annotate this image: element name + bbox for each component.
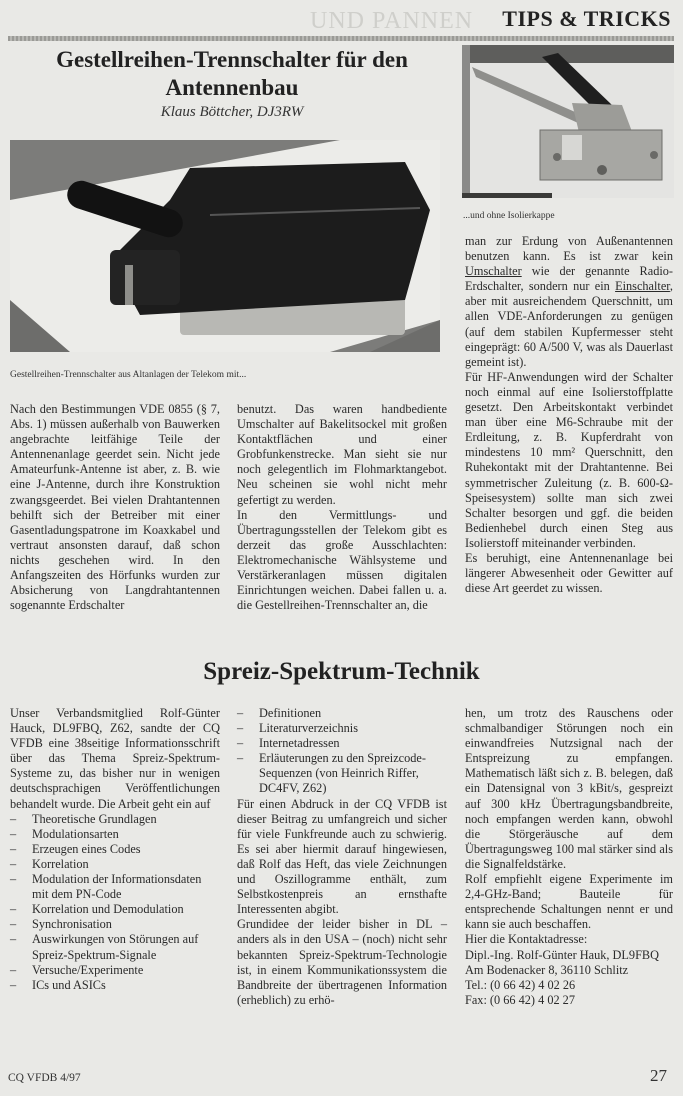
- list-item: [237, 751, 447, 796]
- underlined-term: Einschalter: [615, 279, 670, 294]
- text: , aber mit ausreichendem Querschnitt, um allen VDE-Anforderungen zu genügen (auf dem stabilen Kupfermesser steht eingeprägt: 60 A/500 V, was als Dauerlast gemeint ist).: [465, 279, 673, 369]
- photo-main-caption: Gestellreihen-Trennschalter aus Altanlagen der Telekom mit...: [10, 370, 247, 380]
- paragraph: hen, um trotz des Rauschens oder schmalbandiger Störungen noch ein einwandfreies Nutzsignal nach der Entspreizung zu empfangen. Mathematisch läßt sich z. B. belegen, daß ein Datensignal von 3 kBit/s, gespreizt auf 300 kHz Übertragungsbandbreite, noch empfangen werden kann, obwohl die Störgeräusche auf dem Übertragungsweg 100 mal stärker sind als die Signalfeldstärke.: [465, 706, 673, 871]
- section-header: TIPS & TRICKS: [502, 6, 671, 31]
- bleed-through-heading: UND PANNEN: [310, 8, 474, 34]
- paragraph: Rolf empfiehlt eigene Experimente im 2,4-GHz-Band; Bauteile für entsprechende Schaltungen nennt er und kann sie auch beschaffen.: [465, 872, 673, 932]
- list-item-text: Literaturverzeichnis: [259, 721, 359, 736]
- article-title-line2: Antennenbau: [165, 75, 299, 100]
- topic-list-continued: [237, 706, 447, 797]
- list-item-text: Erläuterungen zu den Spreizcode-Sequenzen (von Heinrich Riffer, DC4FV, Z62): [259, 751, 426, 796]
- list-dash: –: [10, 977, 17, 992]
- list-dash: –: [10, 902, 17, 917]
- switch-illustration: [462, 45, 674, 198]
- contact-tel: Tel.: (0 66 42) 4 02 26: [465, 977, 576, 992]
- underlined-term: Umschalter: [465, 264, 522, 279]
- paragraph: Es beruhigt, eine Antennenanlage bei längerer Abwesenheit oder Gewitter auf diese Art geerdet zu wissen.: [465, 550, 673, 596]
- list-item: [237, 706, 447, 721]
- list-item: [10, 917, 220, 932]
- list-item: [10, 872, 220, 902]
- list-item-text: Internetadressen: [259, 736, 340, 751]
- list-dash: –: [10, 917, 17, 932]
- list-item-text: Erzeugen eines Codes: [32, 841, 141, 856]
- list-dash: –: [10, 962, 17, 977]
- list-item-text: Korrelation: [32, 856, 89, 871]
- list-dash: –: [10, 811, 17, 826]
- list-dash: –: [237, 736, 244, 751]
- switch-cap-illustration: [10, 140, 440, 352]
- article2-title: Spreiz-Spektrum-Technik: [203, 658, 480, 685]
- list-item-text: Modulationsarten: [32, 826, 119, 841]
- list-dash: –: [10, 841, 17, 856]
- list-item-text: Modulation der Informationsdaten mit dem PN-Code: [32, 872, 202, 902]
- list-item: [10, 842, 220, 857]
- list-item: [10, 812, 220, 827]
- list-dash: –: [237, 706, 244, 720]
- paragraph: Für HF-Anwendungen wird der Schalter noch einmal auf eine Isolierstoffplatte gesetzt. Den Arbeitskontakt verbindet man über eine M6-Schraube mit der Erdleitung, z. B. Kupferdraht von mindestens 10 mm² Querschnitt, den Ruhekontakt mit der Drahtantenne. Bei symmetrischer Zuleitung (z. B. 600-Ω-Speisesystem) sollte man sich zwei Schalter besorgen und ggf. die beiden Bedienhebel durch einen Steg aus Isolierstoff miteinander verbinden.: [465, 369, 673, 550]
- article2-column3: [465, 706, 673, 1008]
- list-item: [10, 857, 220, 872]
- list-item-text: ICs und ASICs: [32, 977, 106, 992]
- article2-column1: [10, 706, 220, 993]
- list-item: [10, 932, 220, 962]
- list-dash: –: [10, 932, 17, 947]
- list-item: [10, 902, 220, 917]
- list-dash: –: [10, 856, 17, 871]
- article2-column2: [237, 706, 447, 1008]
- list-item-text: Versuche/Experimente: [32, 962, 144, 977]
- text: man zur Erdung von Außenantennen benutzen kann. Es ist zwar kein: [465, 234, 673, 264]
- article1-column1: [10, 402, 220, 613]
- page-number: 27: [650, 1066, 667, 1085]
- article-author: Klaus Böttcher, DJ3RW: [160, 104, 304, 120]
- list-item-text: Synchronisation: [32, 917, 112, 932]
- header-rule: [8, 36, 674, 41]
- list-item-text: Korrelation und Demodulation: [32, 902, 184, 917]
- paragraph: Für einen Abdruck in der CQ VFDB ist dieser Beitrag zu umfangreich und sicher für viele Funkfreunde auch zu schwierig. Es sei aber hiermit darauf hingewiesen, daß Rolf das Heft, das viele Zeichnungen und Oszillogramme enthält, zum Selbstkostenpreis an ernsthafte Interessenten abgibt.: [237, 796, 447, 917]
- list-dash: –: [237, 721, 244, 736]
- paragraph: Nach den Bestimmungen VDE 0855 (§ 7, Abs. 1) müssen außerhalb von Bauwerken angebrachte leitfähige Teile der Antennenanlage geerdet sein. Nicht jede Amateurfunk-Antenne ist aber, z. B. wie eine J-Antenne, durch ihre Konstruktion zwangsgeerdet. Bei vielen Drahtantennen behilft sich der Betreiber mit einer Gasentladungspatrone im Koaxkabel und vertraut ansonsten darauf, daß schon nichts geschehen wird. In den Anfangszeiten des Hörfunks wurden zur Absicherung von Langdrahtantennen sogenannte Erdschalter: [10, 402, 220, 613]
- list-item-text: Definitionen: [259, 706, 322, 720]
- article1-column3: [465, 234, 673, 596]
- contact-fax: Fax: (0 66 42) 4 02 27: [465, 992, 575, 1007]
- photo-switch-with-cap: [10, 140, 440, 352]
- paragraph: In den Vermittlungs- und Übertragungsstellen der Telekom gibt es derzeit das große Ausschlachten: Elektromechanische Wählsysteme und Verstärkeranlagen müssen digitalen Einrichtungen weichen. Dabei fallen u. a. die Gestellreihen-Trennschalter an, die: [237, 507, 447, 613]
- list-item: [10, 963, 220, 978]
- list-dash: –: [10, 872, 17, 887]
- article-title: [8, 46, 456, 102]
- article1-column2: [237, 402, 447, 613]
- topic-list: [10, 812, 220, 993]
- list-item: [237, 721, 447, 736]
- list-item: [237, 736, 447, 751]
- list-item: [10, 827, 220, 842]
- list-dash: –: [10, 826, 17, 841]
- paragraph: [465, 234, 673, 370]
- photo-side-caption: ...und ohne Isolierkappe: [463, 211, 555, 221]
- contact-name: Dipl.-Ing. Rolf-Günter Hauk, DL9FBQ: [465, 947, 659, 962]
- text: wie der genannte Radio-Erdschalter, sondern nur ein: [465, 264, 673, 294]
- list-item-text: Auswirkungen von Störungen auf Spreiz-Spektrum-Signale: [32, 932, 199, 962]
- article-title-line1: Gestellreihen-Trennschalter für den: [56, 47, 408, 72]
- contact-street: Am Bodenacker 8, 36110 Schlitz: [465, 962, 629, 977]
- photo-switch-without-cap: [462, 45, 674, 198]
- contact-label: Hier die Kontaktadresse:: [465, 932, 588, 947]
- paragraph: Grundidee der leider bisher in DL – anders als in den USA – (noch) nicht sehr bekannten Spreiz-Spektrum-Technologie ist, in einem Kommunikationssystem die Bandbreite der übertragenen Information (erheblich) zu erhö-: [237, 917, 447, 1007]
- list-dash: –: [237, 751, 244, 766]
- publication-footer: CQ VFDB 4/97: [8, 1072, 81, 1084]
- list-item: [10, 978, 220, 993]
- paragraph: benutzt. Das waren handbediente Umschalter auf Bakelitsockel mit großen Kontaktflächen und einer Grobfunkenstrecke. Man sieht sie nur noch gelegentlich im Flohmarktangebot. Neu scheinen sie wohl nicht mehr gefertigt zu werden.: [237, 402, 447, 507]
- list-item-text: Theoretische Grundlagen: [32, 811, 157, 826]
- paragraph: Unser Verbandsmitglied Rolf-Günter Hauck, DL9FBQ, Z62, sandte der CQ VFDB eine 38seitige Informationsschrift über das Thema Spreiz-Spektrum-Systeme zu, das bisher nur in wenigen deutschsprachigen Veröffentlichungen behandelt wurde. Die Arbeit geht ein auf: [10, 706, 220, 811]
